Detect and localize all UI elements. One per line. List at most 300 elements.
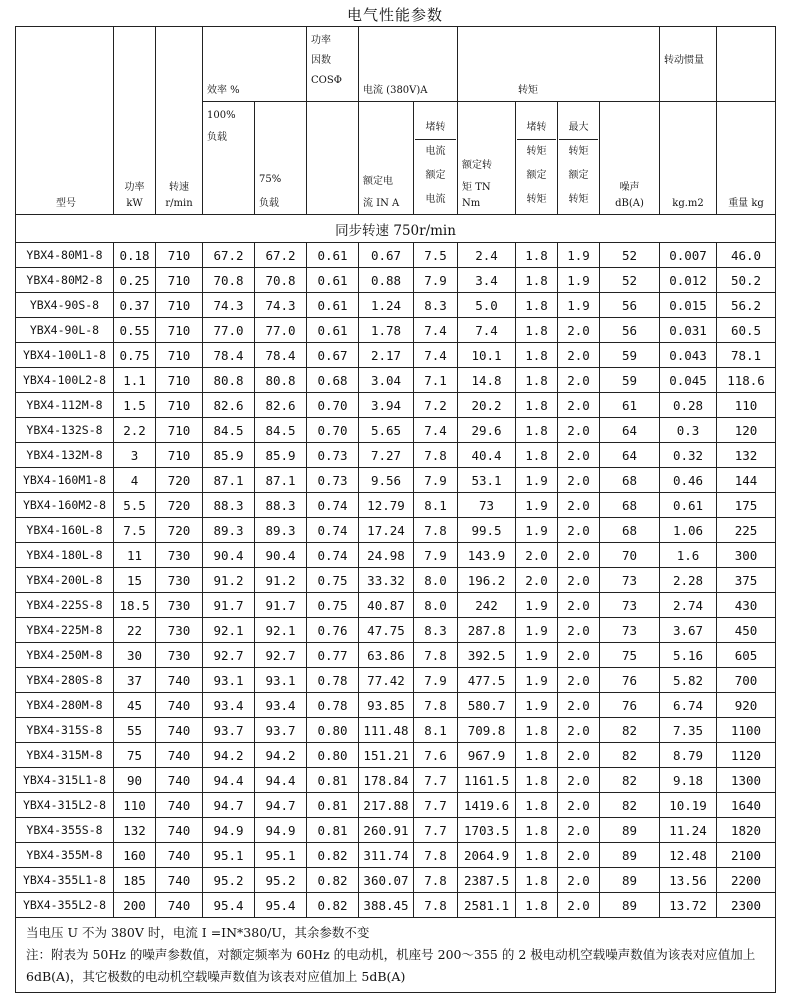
cell-inertia: 5.16 xyxy=(660,643,717,668)
cell-rated-current: 77.42 xyxy=(359,668,414,693)
cell-power: 2.2 xyxy=(114,418,156,443)
cell-noise: 73 xyxy=(600,568,660,593)
cell-speed: 710 xyxy=(156,293,203,318)
sync-speed-label: 同步转速 750r/min xyxy=(16,215,776,243)
cell-speed: 740 xyxy=(156,793,203,818)
cell-locked-current: 7.2 xyxy=(414,393,458,418)
cell-speed: 740 xyxy=(156,818,203,843)
cell-noise: 82 xyxy=(600,793,660,818)
cell-power: 22 xyxy=(114,618,156,643)
cell-eff-100: 92.1 xyxy=(203,618,255,643)
cell-max-torque: 2.0 xyxy=(558,793,600,818)
cell-eff-75: 92.7 xyxy=(255,643,307,668)
cell-rated-torque: 2064.9 xyxy=(458,843,516,868)
cell-locked-current: 7.8 xyxy=(414,893,458,918)
cell-locked-current: 7.9 xyxy=(414,543,458,568)
cell-max-torque: 2.0 xyxy=(558,418,600,443)
cell-weight: 110 xyxy=(717,393,776,418)
cell-eff-75: 89.3 xyxy=(255,518,307,543)
cell-inertia: 12.48 xyxy=(660,843,717,868)
cell-locked-torque: 1.8 xyxy=(516,718,558,743)
cell-rated-torque: 73 xyxy=(458,493,516,518)
cell-rated-current: 9.56 xyxy=(359,468,414,493)
cell-eff-75: 94.2 xyxy=(255,743,307,768)
cell-rated-torque: 143.9 xyxy=(458,543,516,568)
cell-speed: 740 xyxy=(156,743,203,768)
cell-power: 1.1 xyxy=(114,368,156,393)
cell-rated-current: 217.88 xyxy=(359,793,414,818)
cell-rated-current: 12.79 xyxy=(359,493,414,518)
cell-speed: 740 xyxy=(156,768,203,793)
cell-weight: 56.2 xyxy=(717,293,776,318)
header-power-factor: 功率 因数 COSΦ xyxy=(307,27,359,102)
cell-max-torque: 1.9 xyxy=(558,293,600,318)
cell-locked-current: 7.8 xyxy=(414,693,458,718)
cell-eff-100: 84.5 xyxy=(203,418,255,443)
cell-weight: 144 xyxy=(717,468,776,493)
cell-power-factor: 0.82 xyxy=(307,893,359,918)
table-row xyxy=(16,393,776,418)
cell-power-factor: 0.70 xyxy=(307,393,359,418)
cell-power-factor: 0.81 xyxy=(307,818,359,843)
cell-noise: 56 xyxy=(600,293,660,318)
cell-max-torque: 2.0 xyxy=(558,318,600,343)
cell-locked-current: 8.3 xyxy=(414,618,458,643)
cell-max-torque: 2.0 xyxy=(558,343,600,368)
cell-rated-current: 388.45 xyxy=(359,893,414,918)
cell-rated-torque: 967.9 xyxy=(458,743,516,768)
cell-rated-current: 111.48 xyxy=(359,718,414,743)
cell-weight: 2100 xyxy=(717,843,776,868)
cell-locked-current: 7.7 xyxy=(414,768,458,793)
table-row xyxy=(16,868,776,893)
cell-model: YBX4-90L-8 xyxy=(16,318,114,343)
cell-model: YBX4-280M-8 xyxy=(16,693,114,718)
cell-eff-100: 78.4 xyxy=(203,343,255,368)
cell-model: YBX4-132S-8 xyxy=(16,418,114,443)
cell-model: YBX4-355L2-8 xyxy=(16,893,114,918)
cell-locked-torque: 1.9 xyxy=(516,618,558,643)
cell-rated-current: 311.74 xyxy=(359,843,414,868)
cell-max-torque: 2.0 xyxy=(558,693,600,718)
cell-weight: 605 xyxy=(717,643,776,668)
header-current: 电流 (380V)A xyxy=(359,27,458,102)
cell-rated-torque: 196.2 xyxy=(458,568,516,593)
cell-power: 3 xyxy=(114,443,156,468)
cell-speed: 730 xyxy=(156,593,203,618)
cell-rated-torque: 2387.5 xyxy=(458,868,516,893)
cell-power: 75 xyxy=(114,743,156,768)
cell-locked-current: 7.6 xyxy=(414,743,458,768)
cell-model: YBX4-100L2-8 xyxy=(16,368,114,393)
cell-max-torque: 2.0 xyxy=(558,368,600,393)
cell-eff-75: 91.2 xyxy=(255,568,307,593)
table-row xyxy=(16,718,776,743)
cell-max-torque: 2.0 xyxy=(558,893,600,918)
cell-locked-current: 7.7 xyxy=(414,818,458,843)
cell-rated-current: 7.27 xyxy=(359,443,414,468)
cell-max-torque: 2.0 xyxy=(558,768,600,793)
cell-weight: 1300 xyxy=(717,768,776,793)
cell-eff-100: 94.9 xyxy=(203,818,255,843)
cell-noise: 82 xyxy=(600,768,660,793)
cell-weight: 175 xyxy=(717,493,776,518)
cell-locked-torque: 1.9 xyxy=(516,593,558,618)
cell-power: 0.37 xyxy=(114,293,156,318)
cell-eff-100: 82.6 xyxy=(203,393,255,418)
cell-rated-torque: 20.2 xyxy=(458,393,516,418)
cell-model: YBX4-180L-8 xyxy=(16,543,114,568)
cell-power: 4 xyxy=(114,468,156,493)
cell-eff-100: 95.4 xyxy=(203,893,255,918)
cell-locked-current: 7.9 xyxy=(414,268,458,293)
header-weight-top xyxy=(717,27,776,102)
cell-locked-current: 7.8 xyxy=(414,443,458,468)
cell-weight: 60.5 xyxy=(717,318,776,343)
cell-max-torque: 2.0 xyxy=(558,868,600,893)
cell-eff-75: 74.3 xyxy=(255,293,307,318)
cell-power: 11 xyxy=(114,543,156,568)
cell-power-factor: 0.75 xyxy=(307,593,359,618)
cell-max-torque: 2.0 xyxy=(558,443,600,468)
cell-power: 15 xyxy=(114,568,156,593)
cell-speed: 720 xyxy=(156,493,203,518)
cell-max-torque: 1.9 xyxy=(558,268,600,293)
cell-power-factor: 0.73 xyxy=(307,468,359,493)
cell-model: YBX4-160M1-8 xyxy=(16,468,114,493)
cell-locked-torque: 1.8 xyxy=(516,443,558,468)
cell-locked-current: 7.8 xyxy=(414,643,458,668)
cell-power: 200 xyxy=(114,893,156,918)
cell-rated-torque: 29.6 xyxy=(458,418,516,443)
cell-locked-torque: 1.8 xyxy=(516,368,558,393)
data-rows xyxy=(16,243,776,918)
parameter-table-wrap xyxy=(15,26,775,993)
cell-eff-75: 93.4 xyxy=(255,693,307,718)
header-locked-torque: 堵转 转矩 额定 转矩 xyxy=(516,102,558,215)
cell-rated-current: 360.07 xyxy=(359,868,414,893)
cell-rated-current: 151.21 xyxy=(359,743,414,768)
cell-noise: 82 xyxy=(600,743,660,768)
cell-locked-current: 7.4 xyxy=(414,343,458,368)
cell-rated-torque: 392.5 xyxy=(458,643,516,668)
cell-power: 0.25 xyxy=(114,268,156,293)
cell-eff-75: 82.6 xyxy=(255,393,307,418)
table-row xyxy=(16,493,776,518)
cell-max-torque: 2.0 xyxy=(558,568,600,593)
cell-eff-75: 93.7 xyxy=(255,718,307,743)
cell-locked-torque: 1.8 xyxy=(516,268,558,293)
cell-power: 0.18 xyxy=(114,243,156,268)
cell-power: 7.5 xyxy=(114,518,156,543)
cell-power: 132 xyxy=(114,818,156,843)
cell-locked-torque: 1.9 xyxy=(516,668,558,693)
cell-eff-100: 87.1 xyxy=(203,468,255,493)
header-eff-75: 75% 负载 xyxy=(255,102,307,215)
cell-weight: 1100 xyxy=(717,718,776,743)
cell-eff-75: 95.2 xyxy=(255,868,307,893)
cell-weight: 78.1 xyxy=(717,343,776,368)
cell-eff-75: 88.3 xyxy=(255,493,307,518)
cell-power: 55 xyxy=(114,718,156,743)
cell-eff-75: 77.0 xyxy=(255,318,307,343)
cell-model: YBX4-250M-8 xyxy=(16,643,114,668)
cell-locked-torque: 2.0 xyxy=(516,568,558,593)
cell-inertia: 0.031 xyxy=(660,318,717,343)
cell-noise: 82 xyxy=(600,718,660,743)
cell-rated-torque: 5.0 xyxy=(458,293,516,318)
cell-power: 90 xyxy=(114,768,156,793)
table-row xyxy=(16,818,776,843)
cell-inertia: 6.74 xyxy=(660,693,717,718)
cell-rated-torque: 1161.5 xyxy=(458,768,516,793)
cell-noise: 70 xyxy=(600,543,660,568)
cell-rated-torque: 580.7 xyxy=(458,693,516,718)
table-row xyxy=(16,893,776,918)
cell-rated-torque: 287.8 xyxy=(458,618,516,643)
note-noise: 注：附表为 50Hz 的噪声参数值，对额定频率为 60Hz 的电动机，机座号 200～355 的 2 极电动机空载噪声数值为该表对应值加上 6dB(A)，其它极数的电动机空载噪声数值为该表对应值加上 5dB(A) xyxy=(26,947,756,984)
header-eff-100: 100% 负载 xyxy=(203,102,255,215)
cell-rated-torque: 40.4 xyxy=(458,443,516,468)
cell-eff-100: 70.8 xyxy=(203,268,255,293)
cell-max-torque: 2.0 xyxy=(558,543,600,568)
cell-eff-100: 93.4 xyxy=(203,693,255,718)
cell-locked-torque: 1.8 xyxy=(516,868,558,893)
cell-power-factor: 0.77 xyxy=(307,643,359,668)
cell-rated-current: 47.75 xyxy=(359,618,414,643)
cell-speed: 710 xyxy=(156,268,203,293)
cell-power: 18.5 xyxy=(114,593,156,618)
cell-weight: 450 xyxy=(717,618,776,643)
cell-locked-torque: 1.9 xyxy=(516,468,558,493)
cell-model: YBX4-280S-8 xyxy=(16,668,114,693)
cell-locked-torque: 1.8 xyxy=(516,418,558,443)
cell-eff-75: 93.1 xyxy=(255,668,307,693)
cell-eff-75: 95.4 xyxy=(255,893,307,918)
cell-power-factor: 0.73 xyxy=(307,443,359,468)
cell-inertia: 0.61 xyxy=(660,493,717,518)
header-noise: 噪声 dB(A) xyxy=(600,102,660,215)
cell-power-factor: 0.80 xyxy=(307,718,359,743)
cell-inertia: 0.28 xyxy=(660,393,717,418)
cell-max-torque: 2.0 xyxy=(558,818,600,843)
header-rated-current: 额定电 流 IN A xyxy=(359,102,414,215)
cell-model: YBX4-112M-8 xyxy=(16,393,114,418)
cell-locked-torque: 1.8 xyxy=(516,318,558,343)
cell-locked-current: 7.9 xyxy=(414,468,458,493)
table-row xyxy=(16,243,776,268)
cell-locked-torque: 1.9 xyxy=(516,693,558,718)
cell-locked-torque: 1.8 xyxy=(516,343,558,368)
cell-eff-100: 74.3 xyxy=(203,293,255,318)
cell-eff-100: 88.3 xyxy=(203,493,255,518)
cell-speed: 730 xyxy=(156,568,203,593)
cell-rated-current: 24.98 xyxy=(359,543,414,568)
header-pf-bottom xyxy=(307,102,359,215)
cell-noise: 59 xyxy=(600,368,660,393)
cell-power-factor: 0.74 xyxy=(307,543,359,568)
cell-rated-current: 1.24 xyxy=(359,293,414,318)
cell-inertia: 1.06 xyxy=(660,518,717,543)
cell-speed: 710 xyxy=(156,418,203,443)
cell-locked-current: 7.8 xyxy=(414,868,458,893)
electrical-parameter-table xyxy=(15,26,776,993)
cell-max-torque: 1.9 xyxy=(558,243,600,268)
cell-rated-current: 0.67 xyxy=(359,243,414,268)
cell-locked-torque: 1.8 xyxy=(516,793,558,818)
cell-noise: 75 xyxy=(600,643,660,668)
cell-rated-torque: 242 xyxy=(458,593,516,618)
cell-rated-current: 178.84 xyxy=(359,768,414,793)
cell-speed: 710 xyxy=(156,393,203,418)
table-row xyxy=(16,368,776,393)
cell-speed: 740 xyxy=(156,868,203,893)
cell-rated-torque: 53.1 xyxy=(458,468,516,493)
table-row xyxy=(16,618,776,643)
cell-max-torque: 2.0 xyxy=(558,493,600,518)
table-row xyxy=(16,543,776,568)
table-row xyxy=(16,843,776,868)
header-locked-current: 堵转 电流 额定 电流 xyxy=(414,102,458,215)
cell-locked-torque: 1.8 xyxy=(516,843,558,868)
cell-power-factor: 0.74 xyxy=(307,518,359,543)
cell-weight: 1820 xyxy=(717,818,776,843)
cell-inertia: 0.32 xyxy=(660,443,717,468)
cell-weight: 1120 xyxy=(717,743,776,768)
cell-speed: 730 xyxy=(156,543,203,568)
cell-noise: 73 xyxy=(600,618,660,643)
cell-speed: 710 xyxy=(156,243,203,268)
cell-locked-current: 8.3 xyxy=(414,293,458,318)
cell-speed: 710 xyxy=(156,343,203,368)
cell-locked-torque: 2.0 xyxy=(516,543,558,568)
cell-rated-current: 17.24 xyxy=(359,518,414,543)
cell-power: 160 xyxy=(114,843,156,868)
cell-eff-75: 84.5 xyxy=(255,418,307,443)
cell-model: YBX4-80M1-8 xyxy=(16,243,114,268)
cell-power-factor: 0.61 xyxy=(307,318,359,343)
cell-noise: 89 xyxy=(600,818,660,843)
cell-locked-current: 8.1 xyxy=(414,493,458,518)
cell-power: 1.5 xyxy=(114,393,156,418)
cell-locked-torque: 1.8 xyxy=(516,293,558,318)
cell-speed: 710 xyxy=(156,443,203,468)
cell-eff-100: 85.9 xyxy=(203,443,255,468)
table-row xyxy=(16,793,776,818)
cell-noise: 68 xyxy=(600,518,660,543)
cell-noise: 68 xyxy=(600,468,660,493)
cell-eff-100: 91.7 xyxy=(203,593,255,618)
cell-eff-100: 77.0 xyxy=(203,318,255,343)
cell-locked-current: 7.1 xyxy=(414,368,458,393)
cell-power-factor: 0.80 xyxy=(307,743,359,768)
cell-model: YBX4-160M2-8 xyxy=(16,493,114,518)
table-row xyxy=(16,443,776,468)
table-row xyxy=(16,668,776,693)
cell-locked-current: 7.5 xyxy=(414,243,458,268)
cell-max-torque: 2.0 xyxy=(558,593,600,618)
cell-power: 5.5 xyxy=(114,493,156,518)
cell-max-torque: 2.0 xyxy=(558,468,600,493)
cell-eff-75: 67.2 xyxy=(255,243,307,268)
cell-speed: 740 xyxy=(156,893,203,918)
cell-locked-current: 8.1 xyxy=(414,718,458,743)
cell-speed: 740 xyxy=(156,668,203,693)
cell-power: 30 xyxy=(114,643,156,668)
cell-eff-75: 85.9 xyxy=(255,443,307,468)
cell-inertia: 13.56 xyxy=(660,868,717,893)
cell-locked-torque: 1.8 xyxy=(516,818,558,843)
cell-model: YBX4-315L1-8 xyxy=(16,768,114,793)
cell-eff-100: 93.7 xyxy=(203,718,255,743)
cell-eff-75: 78.4 xyxy=(255,343,307,368)
cell-rated-current: 40.87 xyxy=(359,593,414,618)
cell-inertia: 13.72 xyxy=(660,893,717,918)
cell-locked-torque: 1.8 xyxy=(516,393,558,418)
cell-rated-current: 1.78 xyxy=(359,318,414,343)
header-inertia-unit: kg.m2 xyxy=(660,102,717,215)
cell-model: YBX4-90S-8 xyxy=(16,293,114,318)
cell-rated-torque: 10.1 xyxy=(458,343,516,368)
cell-eff-100: 95.2 xyxy=(203,868,255,893)
cell-max-torque: 2.0 xyxy=(558,643,600,668)
cell-speed: 720 xyxy=(156,468,203,493)
table-row xyxy=(16,693,776,718)
cell-rated-torque: 477.5 xyxy=(458,668,516,693)
cell-locked-torque: 1.8 xyxy=(516,893,558,918)
cell-power-factor: 0.82 xyxy=(307,843,359,868)
cell-speed: 740 xyxy=(156,718,203,743)
cell-weight: 118.6 xyxy=(717,368,776,393)
cell-noise: 76 xyxy=(600,693,660,718)
cell-power-factor: 0.70 xyxy=(307,418,359,443)
table-row xyxy=(16,743,776,768)
cell-weight: 225 xyxy=(717,518,776,543)
cell-rated-current: 3.94 xyxy=(359,393,414,418)
cell-noise: 89 xyxy=(600,893,660,918)
cell-locked-torque: 1.8 xyxy=(516,743,558,768)
cell-eff-75: 90.4 xyxy=(255,543,307,568)
cell-inertia: 3.67 xyxy=(660,618,717,643)
cell-locked-current: 7.8 xyxy=(414,843,458,868)
cell-model: YBX4-160L-8 xyxy=(16,518,114,543)
table-row xyxy=(16,518,776,543)
header-max-torque: 最大 转矩 额定 转矩 xyxy=(558,102,600,215)
cell-eff-75: 92.1 xyxy=(255,618,307,643)
cell-eff-100: 94.2 xyxy=(203,743,255,768)
cell-model: YBX4-355S-8 xyxy=(16,818,114,843)
cell-power-factor: 0.75 xyxy=(307,568,359,593)
cell-speed: 720 xyxy=(156,518,203,543)
cell-speed: 730 xyxy=(156,618,203,643)
table-row xyxy=(16,468,776,493)
cell-power-factor: 0.76 xyxy=(307,618,359,643)
cell-eff-100: 80.8 xyxy=(203,368,255,393)
cell-rated-current: 33.32 xyxy=(359,568,414,593)
cell-speed: 710 xyxy=(156,318,203,343)
cell-speed: 740 xyxy=(156,693,203,718)
cell-model: YBX4-80M2-8 xyxy=(16,268,114,293)
cell-model: YBX4-315S-8 xyxy=(16,718,114,743)
cell-eff-100: 91.2 xyxy=(203,568,255,593)
cell-eff-75: 94.7 xyxy=(255,793,307,818)
cell-rated-torque: 1703.5 xyxy=(458,818,516,843)
cell-power: 110 xyxy=(114,793,156,818)
cell-eff-75: 94.4 xyxy=(255,768,307,793)
cell-speed: 730 xyxy=(156,643,203,668)
cell-rated-current: 93.85 xyxy=(359,693,414,718)
cell-rated-torque: 1419.6 xyxy=(458,793,516,818)
